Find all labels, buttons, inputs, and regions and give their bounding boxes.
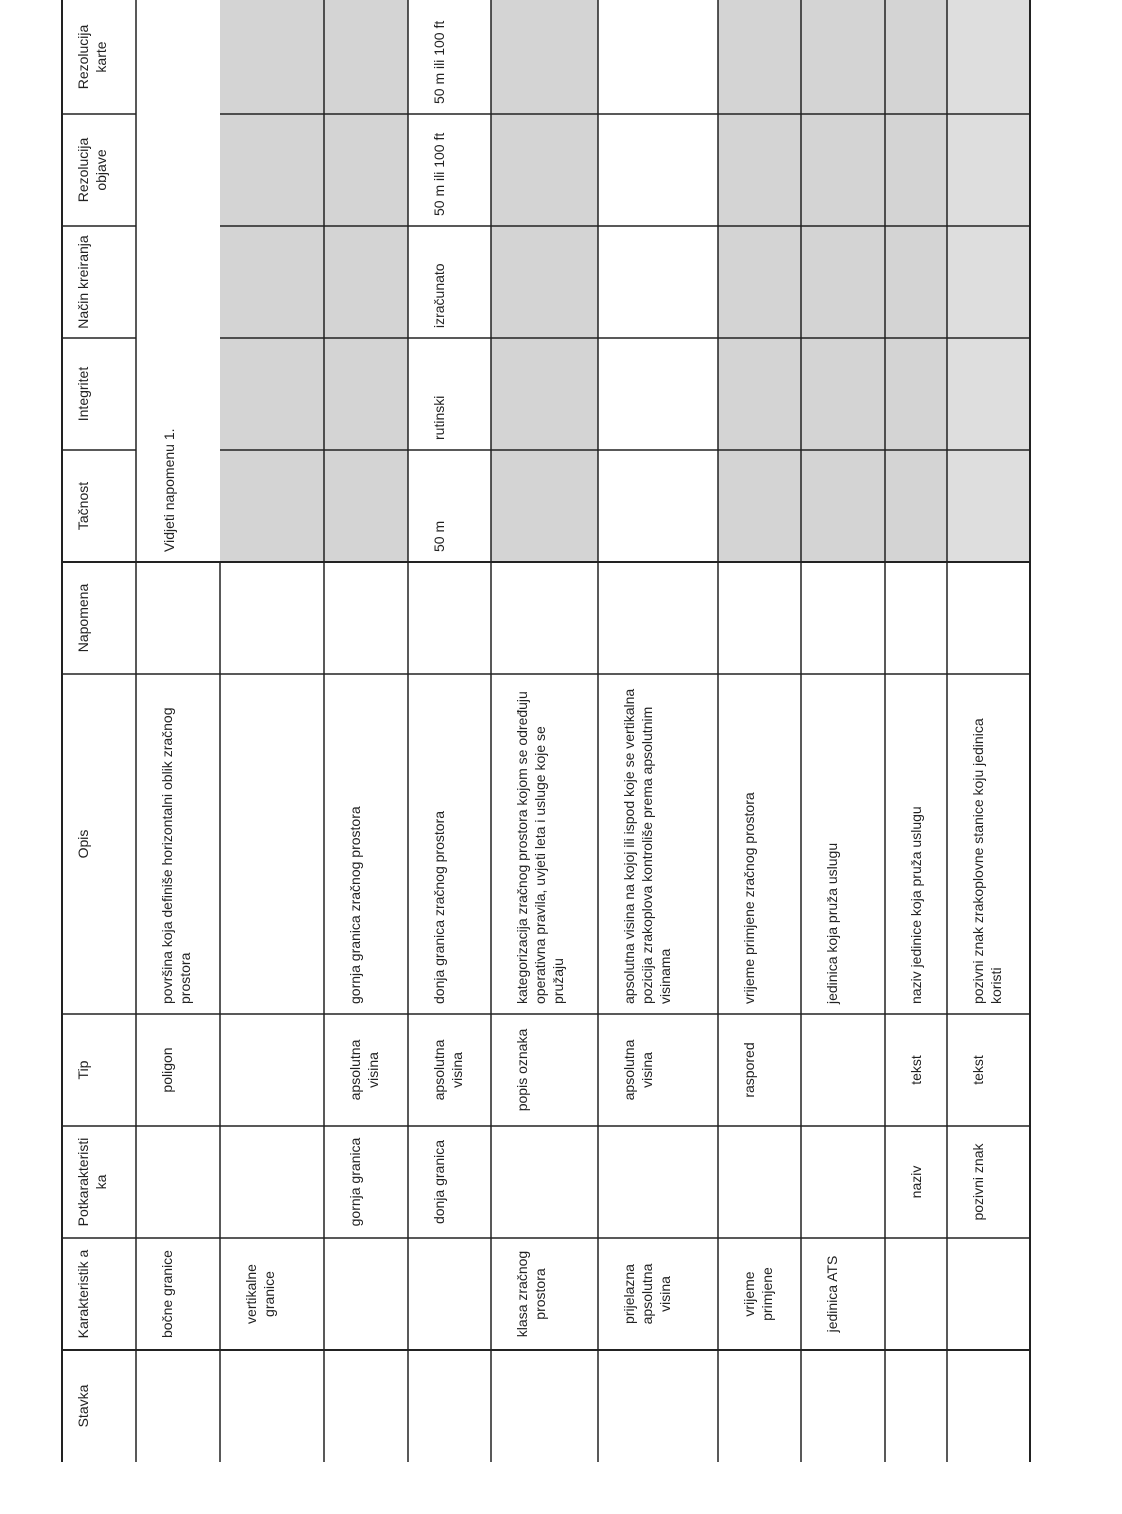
cell-karakteristika: vertikalne granice — [243, 1264, 277, 1324]
shaded-cell — [801, 450, 885, 562]
cell-opis: apsolutna visina na kojoj ili ispod koje se vertikalna pozicija zrakoplova kontroliše prema apsolutnim visinama — [621, 688, 673, 1004]
header-potkarakteristika: Potkarakteristi ka — [75, 1137, 109, 1227]
cell-karakteristika: jedinica ATS — [824, 1255, 840, 1333]
header-integritet: Integritet — [75, 366, 91, 422]
cell-tip: apsolutna visina — [347, 1039, 381, 1101]
cell-tip: tekst — [908, 1055, 924, 1085]
shaded-cell — [718, 0, 801, 114]
header-tip: Tip — [75, 1060, 91, 1080]
cell-opis: naziv jedinice koja pruža uslugu — [908, 806, 924, 1004]
shaded-cell — [801, 338, 885, 450]
shaded-cell — [220, 226, 324, 338]
header-napomena: Napomena — [75, 583, 91, 653]
cell-karakteristika: bočne granice — [159, 1250, 175, 1338]
shaded-cell — [947, 0, 1030, 114]
shaded-cell — [220, 338, 324, 450]
cell-opis: jedinica koja pruža uslugu — [824, 842, 840, 1004]
shaded-cell — [801, 0, 885, 114]
cell-tacnost: 50 m — [431, 520, 447, 552]
cell-tip: raspored — [741, 1042, 757, 1098]
shaded-cell — [947, 338, 1030, 450]
shaded-cell — [220, 450, 324, 562]
shaded-cell — [324, 226, 408, 338]
shaded-cell — [801, 226, 885, 338]
cell-potkarakteristika: naziv — [908, 1165, 924, 1199]
cell-tip: apsolutna visina — [431, 1039, 465, 1101]
shaded-cell — [324, 114, 408, 226]
header-rezolucija-objave: Rezolucija objave — [75, 137, 109, 203]
shaded-cell — [220, 0, 324, 114]
cell-tip: poligon — [159, 1047, 175, 1093]
cell-potkarakteristika: donja granica — [431, 1139, 447, 1225]
shaded-cell — [718, 338, 801, 450]
cell-integritet: rutinski — [431, 395, 447, 440]
header-karakteristika: Karakteristik a — [75, 1249, 91, 1339]
merged-note: Vidjeti napomenu 1. — [161, 428, 177, 552]
shaded-cell — [947, 450, 1030, 562]
cell-tip: apsolutna visina — [621, 1039, 655, 1101]
shaded-cell — [947, 114, 1030, 226]
shaded-cell — [885, 114, 947, 226]
cell-karakteristika: vrijeme primjene — [741, 1267, 775, 1321]
header-stavka: Stavka — [75, 1384, 91, 1428]
header-tacnost: Tačnost — [75, 481, 91, 531]
cell-opis: gornja granica zračnog prostora — [347, 806, 363, 1004]
cell-nacin-kreiranja: izračunato — [431, 263, 447, 328]
cell-rezolucija-objave: 50 m ili 100 ft — [431, 132, 447, 216]
cell-opis: površina koja definiše horizontalni oblik zračnog prostora — [159, 707, 193, 1004]
shaded-cell — [491, 338, 598, 450]
shaded-cell — [947, 226, 1030, 338]
cell-potkarakteristika: gornja granica — [347, 1137, 363, 1227]
shaded-cell — [885, 0, 947, 114]
shaded-cell — [491, 114, 598, 226]
cell-opis: kategorizacija zračnog prostora kojom se određuju operativna pravila, uvjeti leta i usluge koje se pružaju — [514, 691, 566, 1004]
header-rezolucija-karte: Rezolucija karte — [75, 24, 109, 90]
shaded-cell — [324, 338, 408, 450]
shaded-cell — [885, 338, 947, 450]
shaded-cell — [885, 450, 947, 562]
cell-opis: donja granica zračnog prostora — [431, 810, 447, 1004]
shaded-cell — [491, 226, 598, 338]
header-opis: Opis — [75, 829, 91, 859]
cell-tip: popis oznaka — [514, 1028, 530, 1112]
shaded-cell — [801, 114, 885, 226]
cell-karakteristika: prijelazna apsolutna visina — [621, 1263, 673, 1325]
shaded-cell — [220, 114, 324, 226]
shaded-cell — [324, 450, 408, 562]
shaded-cell — [491, 0, 598, 114]
cell-tip: tekst — [970, 1055, 986, 1085]
cell-potkarakteristika: pozivni znak — [970, 1143, 986, 1221]
shaded-cell — [718, 114, 801, 226]
header-nacin-kreiranja: Način kreiranja — [75, 235, 91, 329]
shaded-cell — [491, 450, 598, 562]
cell-rezolucija-karte: 50 m ili 100 ft — [431, 20, 447, 104]
cell-opis: vrijeme primjene zračnog prostora — [741, 792, 757, 1004]
shaded-cell — [718, 226, 801, 338]
cell-opis: pozivni znak zrakoplovne stanice koju jedinica koristi — [970, 718, 1004, 1004]
shaded-cell — [324, 0, 408, 114]
cell-karakteristika: klasa zračnog prostora — [514, 1250, 548, 1338]
shaded-cell — [885, 226, 947, 338]
shaded-cell — [718, 450, 801, 562]
